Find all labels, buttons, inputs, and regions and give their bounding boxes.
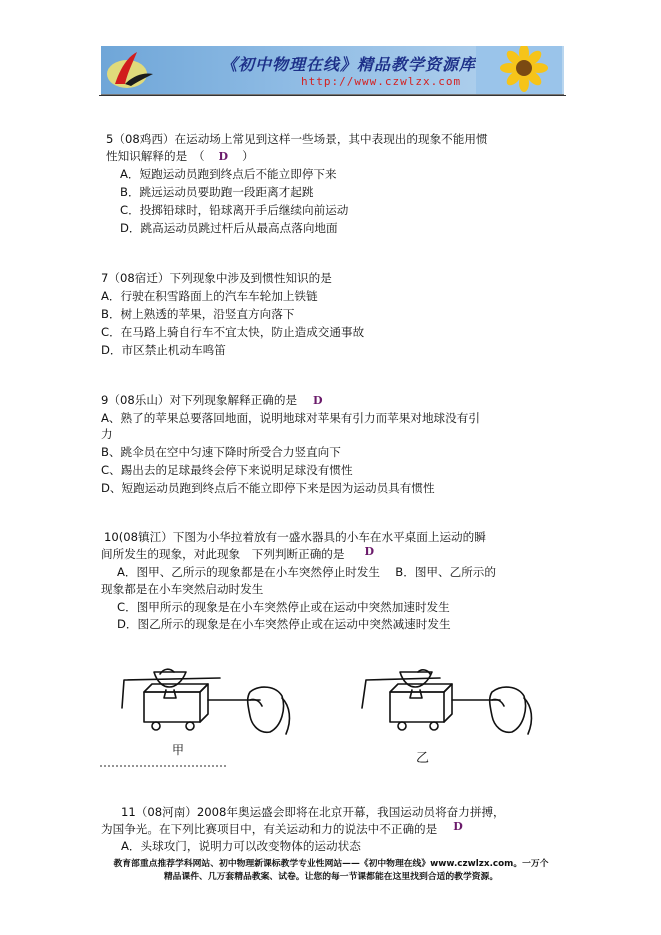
q10-stem-line-1: 10(08镇江）下图为小华拉着放有一盛水器具的小车在水平桌面上运动的瞬: [104, 530, 486, 544]
q9-option-b: B、跳伞员在空中匀速下降时所受合力竖直向下: [101, 445, 341, 459]
q11-answer: D: [453, 820, 463, 833]
q9-stem: 9（08乐山）对下列现象解释正确的是: [101, 393, 298, 407]
q5-stem-line-1: 5（08鸡西）在运动场上常见到这样一些场景，其中表现出的现象不能用惯: [106, 132, 488, 146]
q5-answer: D: [218, 150, 229, 163]
q11-stem-line-1: 11（08河南）2008年奥运盛会即将在北京开幕，我国运动员将奋力拼搏，: [121, 805, 505, 819]
page-footer: [100, 858, 562, 884]
q9-option-d: D、短跑运动员跑到终点后不能立即停下来是因为运动员具有惯性: [101, 481, 435, 495]
q10-option-c: C．图甲所示的现象是在小车突然停止或在运动中突然加速时发生: [117, 600, 450, 614]
q10-answer: D: [364, 545, 375, 558]
q7-option-d: D．市区禁止机动车鸣笛: [101, 343, 226, 357]
q10-option-d: D．图乙所示的现象是在小车突然停止或在运动中突然减速时发生: [117, 617, 451, 631]
q5-close-paren: ）: [242, 149, 254, 163]
q9-option-c: C、踢出去的足球最终会停下来说明足球没有惯性: [101, 463, 353, 477]
q10-stem-line-2: [101, 546, 374, 563]
header-rule: [99, 95, 566, 96]
footer-line-2: 精品课件、几万套精品教案、试卷。让您的每一节课都能在这里找到合适的教学资源。: [163, 872, 499, 882]
q7-option-b: B．树上熟透的苹果，沿竖直方向落下: [101, 307, 295, 321]
q5-option-b: B．跳远运动员要助跑一段距离才起跳: [120, 185, 314, 199]
banner-url[interactable]: http://www.czwlzx.com: [301, 75, 462, 88]
q11-option-a: A．头球攻门，说明力可以改变物体的运动状态: [121, 839, 361, 853]
q5-stem-line-2: [106, 148, 254, 165]
q11-stem-line-2: [101, 821, 463, 838]
banner-title: 《初中物理在线》精品教学资源库: [221, 55, 477, 74]
q9-option-a: A、熟了的苹果总要落回地面，说明地球对苹果有引力而苹果对地球没有引: [101, 411, 480, 425]
q7-option-a: A．行驶在积雪路面上的汽车车轮加上铁链: [101, 289, 318, 303]
q5-option-d: D．跳高运动员跳过杆后从最高点落向地面: [120, 221, 338, 235]
q5-stem-text: 性知识解释的是 （: [106, 149, 205, 163]
site-logo-icon: [103, 48, 161, 92]
header-banner: [101, 46, 564, 95]
cart-figure: [100, 650, 560, 768]
q9-option-a-cont: 力: [101, 427, 113, 441]
q10-option-b-cont: 现象都是在小车突然启动时发生: [101, 582, 264, 596]
q11-stem-text: 为国争光。在下列比赛项目中，有关运动和力的说法中不正确的是: [101, 822, 438, 836]
q7-option-c: C．在马路上骑自行车不宜太快，防止造成交通事故: [101, 325, 365, 339]
q9-answer: D: [313, 394, 323, 407]
q10-option-ab: A．图甲、乙所示的现象都是在小车突然停止时发生 B．图甲、乙所示的: [117, 565, 496, 579]
figure-label-jia: 甲: [172, 743, 185, 757]
q5-option-c: C．投掷铅球时，铅球离开手后继续向前运动: [120, 203, 349, 217]
sunflower-icon: [476, 46, 562, 94]
footer-line-1: 教育部重点推荐学科网站、初中物理新课标教学专业性网站——《初中物理在线》www.czwlzx.com。一万个: [113, 859, 549, 869]
q7-stem: 7（08宿迁）下列现象中涉及到惯性知识的是: [101, 271, 332, 285]
q5-option-a: A．短跑运动员跑到终点后不能立即停下来: [120, 167, 337, 181]
figure-label-yi: 乙: [416, 751, 430, 766]
q10-stem-text: 间所发生的现象，对此现象 下列判断正确的是: [101, 547, 345, 561]
q9-stem-line: [101, 392, 323, 409]
